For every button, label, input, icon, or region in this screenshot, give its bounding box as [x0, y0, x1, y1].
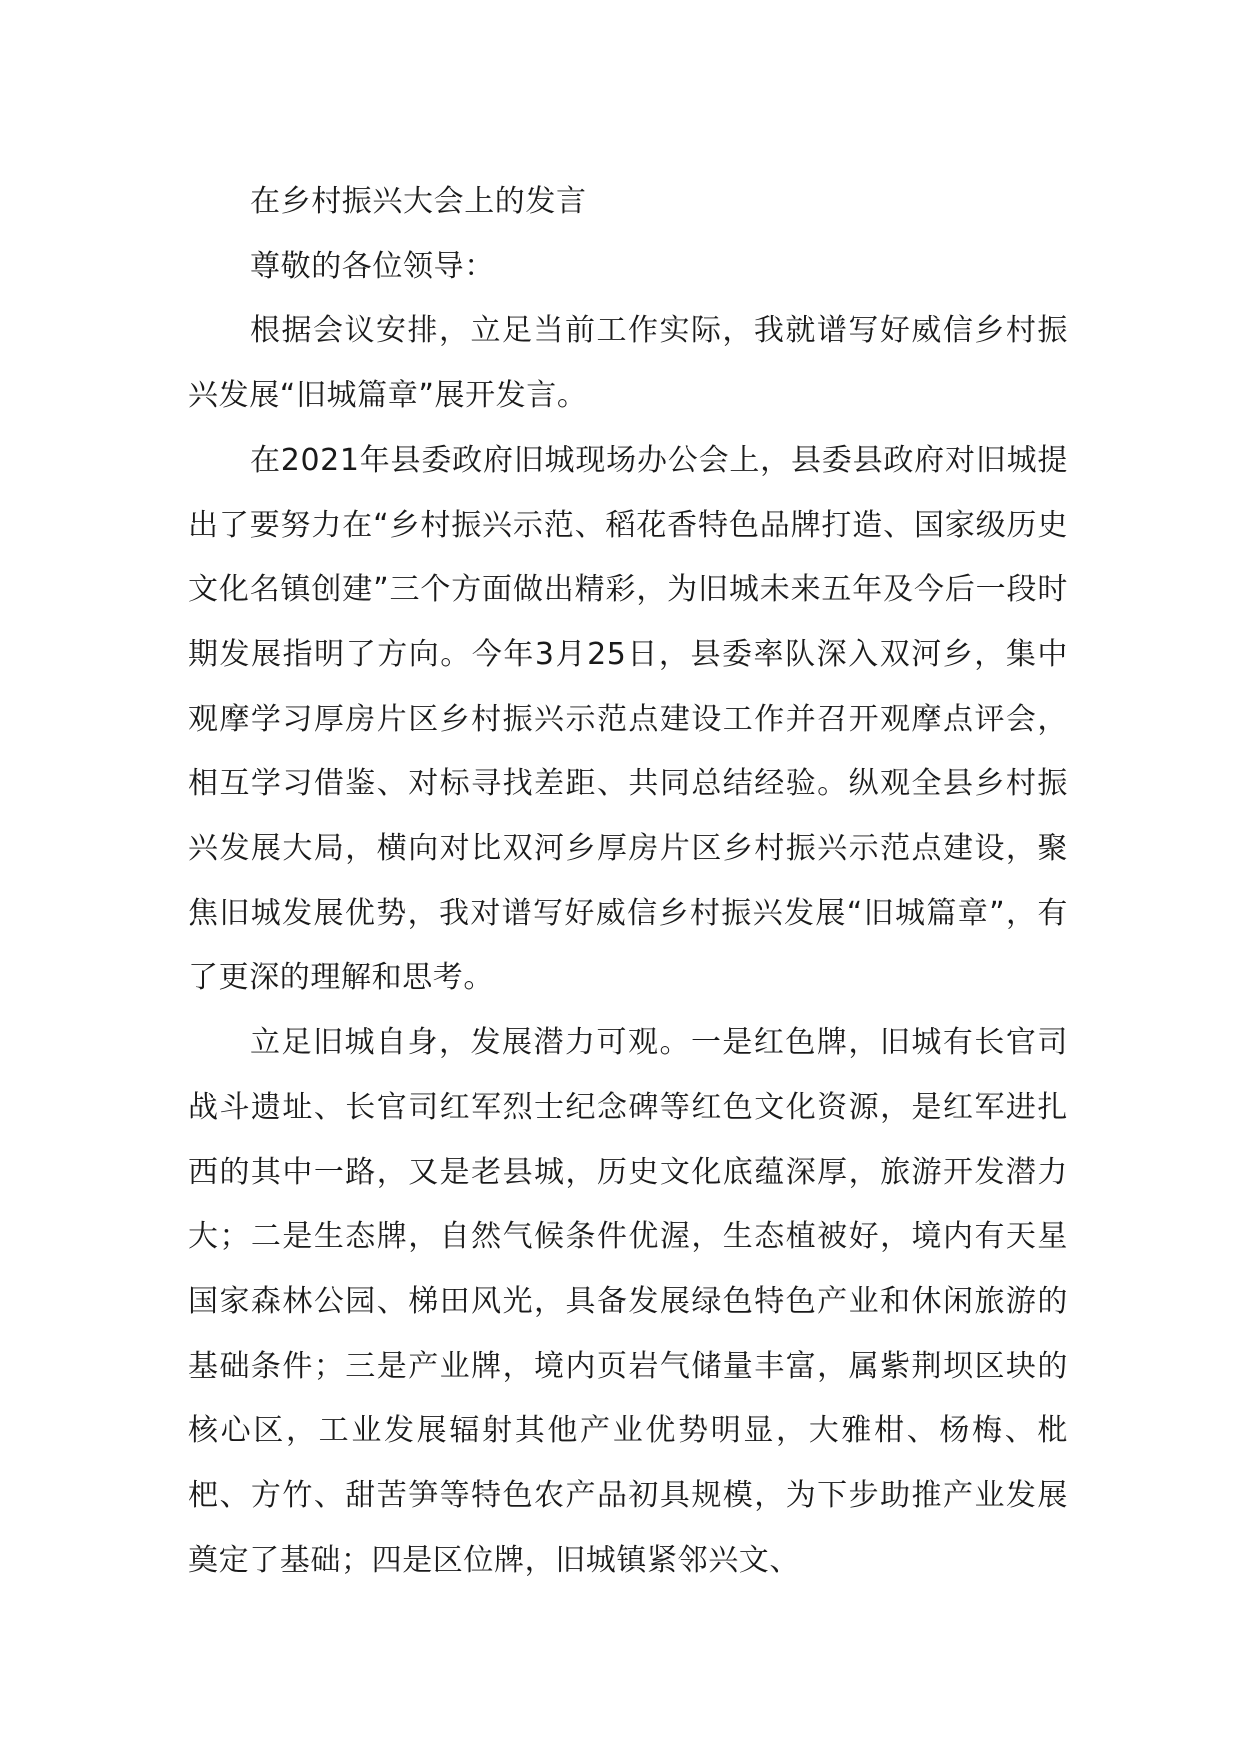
paragraph-2: 在2021年县委政府旧城现场办公会上，县委县政府对旧城提出了要努力在“乡村振兴示范、稻花香特色品牌打造、国家级历史文化名镇创建”三个方面做出精彩，为旧城未来五年及今后一段时期发展指明了方向。今年3月25日，县委率队深入双河乡，集中观摩学习厚房片区乡村振兴示范点建设工作并召开观摩点评会，相互学习借鉴、对标寻找差距、共同总结经验。纵观全县乡村振兴发展大局，横向对比双河乡厚房片区乡村振兴示范点建设，聚焦旧城发展优势，我对谱写好威信乡村振兴发展“旧城篇章”，有了更深的理解和思考。 [188, 442, 1068, 996]
document-title: 在乡村振兴大会上的发言 [250, 184, 587, 219]
paragraph-3: 立足旧城自身，发展潜力可观。一是红色牌，旧城有长官司战斗遗址、长官司红军烈士纪念碑等红色文化资源，是红军进扎西的其中一路，又是老县城，历史文化底蕴深厚，旅游开发潜力大；二是生态牌，自然气候条件优渥，生态植被好，境内有天星国家森林公园、梯田风光，具备发展绿色特色产业和休闲旅游的基础条件；三是产业牌，境内页岩气储量丰富，属紫荆坝区块的核心区，工业发展辐射其他产业优势明显，大雅柑、杨梅、枇杷、方竹、甜苦笋等特色农产品初具规模，为下步助推产业发展奠定了基础；四是区位牌，旧城镇紧邻兴文、 [188, 1025, 1068, 1578]
document-body [188, 170, 1068, 1593]
salutation: 尊敬的各位领导： [250, 248, 495, 284]
paragraph-1: 根据会议安排，立足当前工作实际，我就谱写好威信乡村振兴发展“旧城篇章”展开发言。 [188, 313, 1068, 414]
